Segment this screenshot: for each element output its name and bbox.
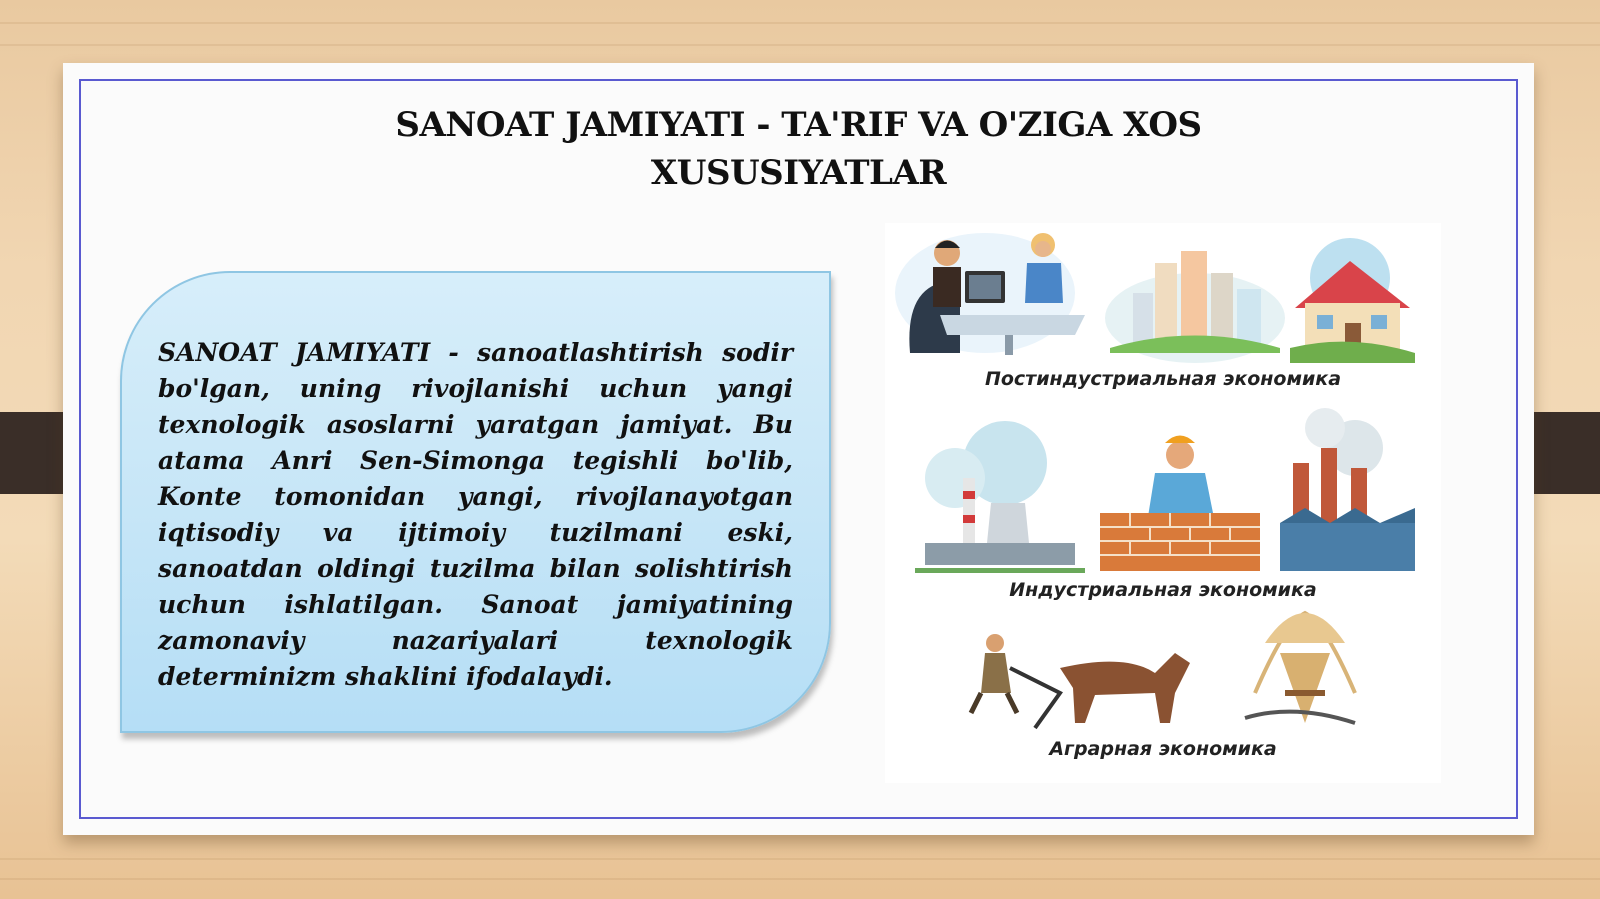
economy-illustration-art bbox=[885, 223, 1441, 783]
title-line-2: XUSUSIYATLAR bbox=[650, 153, 947, 193]
postindustrial-label: Постиндустриальная экономика bbox=[984, 368, 1342, 390]
wood-grain bbox=[0, 44, 1600, 46]
agrarian-label: Аграрная экономика bbox=[1049, 738, 1277, 760]
city-buildings-icon bbox=[1105, 251, 1285, 363]
house-icon bbox=[1290, 238, 1415, 363]
wood-grain bbox=[0, 878, 1600, 880]
wheat-sheaf-icon bbox=[1245, 613, 1355, 723]
wood-grain bbox=[0, 858, 1600, 860]
wood-grain bbox=[0, 22, 1600, 24]
power-plant-icon bbox=[915, 421, 1085, 573]
plowing-horse-icon bbox=[971, 634, 1190, 728]
slide-title bbox=[63, 101, 1534, 197]
slide-card bbox=[63, 63, 1534, 835]
definition-text: SANOAT JAMIYATI - sanoatlashtirish sodir bo'lgan, uning rivojlanishi uchun yangi texnologik asoslarni yaratgan jamiyat. Bu atama Anri Sen-Simonga tegishli bo'lib, Konte tomonidan yangi, rivojlanayotgan iqtisodiy va ijtimoiy tuzilmani eski, sanoatdan oldingi tuzilma bilan solishtirish uchun ishlatilgan. Sanoat jamiyatining zamonaviy nazariyalari texnologik determinizm shaklini ifodalaydi. bbox=[158, 338, 793, 691]
industrial-label: Индустриальная экономика bbox=[1009, 579, 1317, 601]
bricklayer-icon bbox=[1100, 436, 1260, 572]
title-line-1: SANOAT JAMIYATI - TA'RIF VA O'ZIGA XOS bbox=[395, 105, 1202, 145]
definition-textbox bbox=[120, 271, 831, 733]
office-workers-icon bbox=[895, 233, 1085, 355]
factory-icon bbox=[1280, 408, 1415, 571]
economy-illustration bbox=[885, 223, 1441, 783]
